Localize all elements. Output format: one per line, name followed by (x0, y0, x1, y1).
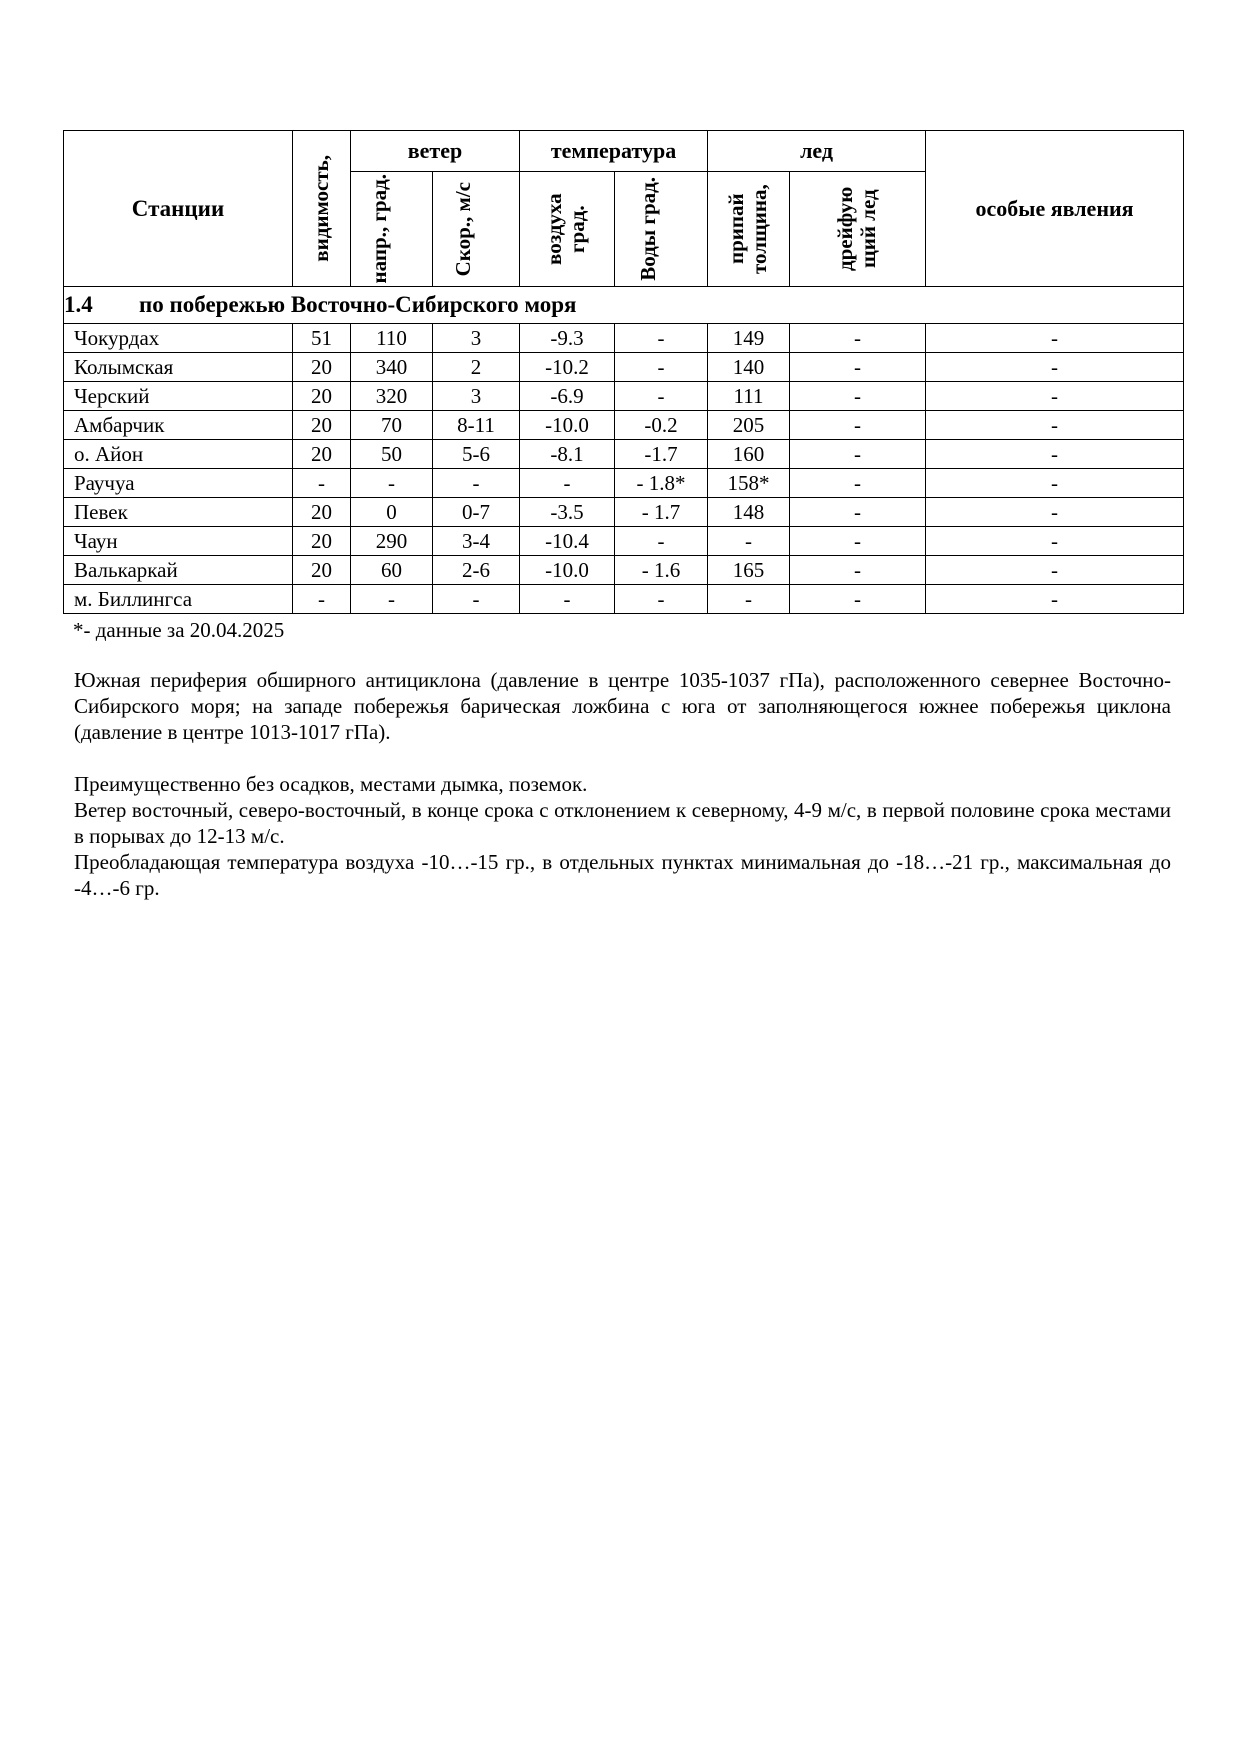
forecast-paragraph (63, 771, 1171, 901)
table-cell: 5-6 (433, 440, 520, 469)
table-cell: 20 (293, 440, 351, 469)
table-cell: - (926, 440, 1184, 469)
table-cell: 20 (293, 556, 351, 585)
table-cell: 20 (293, 382, 351, 411)
table-cell: - (293, 469, 351, 498)
table-cell: - (433, 585, 520, 614)
table-row (64, 440, 1184, 469)
table-cell: 60 (351, 556, 433, 585)
table-cell: 158* (708, 469, 790, 498)
table-cell: -6.9 (520, 382, 615, 411)
station-name: Раучуа (64, 469, 293, 498)
table-cell: -0.2 (615, 411, 708, 440)
table-cell: - (790, 527, 926, 556)
table-cell: - (615, 324, 708, 353)
table-cell: - (790, 469, 926, 498)
table-cell: 3 (433, 324, 520, 353)
table-cell: - (790, 411, 926, 440)
table-cell: -8.1 (520, 440, 615, 469)
table-cell: - (926, 324, 1184, 353)
section-title: по побережью Восточно-Сибирского моря (139, 292, 577, 317)
table-cell: 205 (708, 411, 790, 440)
table-row (64, 469, 1184, 498)
table-cell: - (351, 585, 433, 614)
table-cell: - 1.6 (615, 556, 708, 585)
table-cell: 0 (351, 498, 433, 527)
table-cell: 340 (351, 353, 433, 382)
station-name: Чаун (64, 527, 293, 556)
table-cell: - (615, 382, 708, 411)
forecast-line-1: Преимущественно без осадков, местами дымка, поземок. (74, 772, 588, 796)
table-cell: - (790, 556, 926, 585)
station-name: Певек (64, 498, 293, 527)
table-cell: - (926, 498, 1184, 527)
station-name: Валькаркай (64, 556, 293, 585)
table-cell: 165 (708, 556, 790, 585)
table-cell: - (926, 382, 1184, 411)
table-cell: 20 (293, 498, 351, 527)
header-special: особые явления (926, 131, 1184, 287)
section-row (64, 287, 1184, 324)
table-cell: 290 (351, 527, 433, 556)
forecast-line-3: Преобладающая температура воздуха -10…-15 гр., в отдельных пунктах минимальная до -18…-21 гр., максимальная до -4…-6 гр. (74, 850, 1171, 900)
table-cell: -10.0 (520, 556, 615, 585)
table-cell: -10.4 (520, 527, 615, 556)
table-cell: -10.2 (520, 353, 615, 382)
synoptic-text: Южная периферия обширного антициклона (давление в центре 1035-1037 гПа), расположенного севернее Восточно-Сибирского моря; на западе побережья барическая ложбина с юга от заполняющегося южнее побережья циклона (давление в центре 1013-1017 гПа). (74, 668, 1171, 744)
station-name: м. Биллингса (64, 585, 293, 614)
table-cell: 320 (351, 382, 433, 411)
table-cell: - (520, 469, 615, 498)
header-wind: ветер (351, 131, 520, 172)
table-cell: - (790, 324, 926, 353)
station-name: Чокурдах (64, 324, 293, 353)
table-cell: 2 (433, 353, 520, 382)
table-cell: - (790, 498, 926, 527)
header-ice: лед (708, 131, 926, 172)
table-cell: - (926, 585, 1184, 614)
table-cell: -1.7 (615, 440, 708, 469)
table-cell: - (926, 556, 1184, 585)
table-cell: - (708, 585, 790, 614)
table-row (64, 353, 1184, 382)
table-cell: - (615, 585, 708, 614)
header-water-temperature: Воды град. (615, 172, 708, 287)
table-row (64, 382, 1184, 411)
table-cell: -10.0 (520, 411, 615, 440)
table-cell: 70 (351, 411, 433, 440)
header-stations: Станции (64, 131, 293, 287)
table-cell: - (790, 353, 926, 382)
table-cell: - (433, 469, 520, 498)
station-name: о. Айон (64, 440, 293, 469)
table-cell: 160 (708, 440, 790, 469)
table-row (64, 411, 1184, 440)
header-visibility: видимость, (293, 131, 351, 287)
table-cell: - (520, 585, 615, 614)
station-name: Колымская (64, 353, 293, 382)
table-cell: - (790, 440, 926, 469)
table-row (64, 585, 1184, 614)
header-fast-ice: припай толщина, (708, 172, 790, 287)
table-row (64, 527, 1184, 556)
table-cell: 149 (708, 324, 790, 353)
station-name: Амбарчик (64, 411, 293, 440)
table-cell: - (615, 353, 708, 382)
table-cell: -9.3 (520, 324, 615, 353)
table-cell: - (926, 527, 1184, 556)
table-cell: - (926, 353, 1184, 382)
header-temperature: температура (520, 131, 708, 172)
table-cell: - (926, 411, 1184, 440)
table-cell: 3-4 (433, 527, 520, 556)
table-cell: - (708, 527, 790, 556)
table-cell: - 1.7 (615, 498, 708, 527)
section-number: 1.4 (64, 292, 93, 317)
table-cell: - (790, 382, 926, 411)
table-cell: 50 (351, 440, 433, 469)
table-cell: - 1.8* (615, 469, 708, 498)
header-drift-ice: дрейфую щий лед (790, 172, 926, 287)
table-cell: -3.5 (520, 498, 615, 527)
table-cell: 2-6 (433, 556, 520, 585)
synoptic-paragraph (63, 667, 1171, 745)
forecast-line-2: Ветер восточный, северо-восточный, в конце срока с отклонением к северному, 4-9 м/с, в первой половине срока местами в порывах до 12-13 м/с. (74, 798, 1171, 848)
table-cell: 140 (708, 353, 790, 382)
weather-table (63, 130, 1184, 614)
table-cell: 20 (293, 353, 351, 382)
table-cell: - (615, 527, 708, 556)
table-row (64, 556, 1184, 585)
table-cell: 51 (293, 324, 351, 353)
table-cell: 8-11 (433, 411, 520, 440)
station-name: Черский (64, 382, 293, 411)
table-cell: - (790, 585, 926, 614)
table-cell: - (926, 469, 1184, 498)
table-cell: 111 (708, 382, 790, 411)
table-cell: - (351, 469, 433, 498)
footnote: *- данные за 20.04.2025 (73, 618, 285, 642)
header-wind-direction: напр., град. (351, 172, 433, 287)
table-cell: 0-7 (433, 498, 520, 527)
table-row (64, 498, 1184, 527)
table-cell: 148 (708, 498, 790, 527)
header-air-temperature: воздуха град. (520, 172, 615, 287)
table-row (64, 324, 1184, 353)
header-wind-speed: Скор., м/с (433, 172, 520, 287)
table-cell: 110 (351, 324, 433, 353)
table-cell: - (293, 585, 351, 614)
document-page (63, 130, 1183, 901)
table-cell: 20 (293, 527, 351, 556)
table-cell: 3 (433, 382, 520, 411)
table-cell: 20 (293, 411, 351, 440)
